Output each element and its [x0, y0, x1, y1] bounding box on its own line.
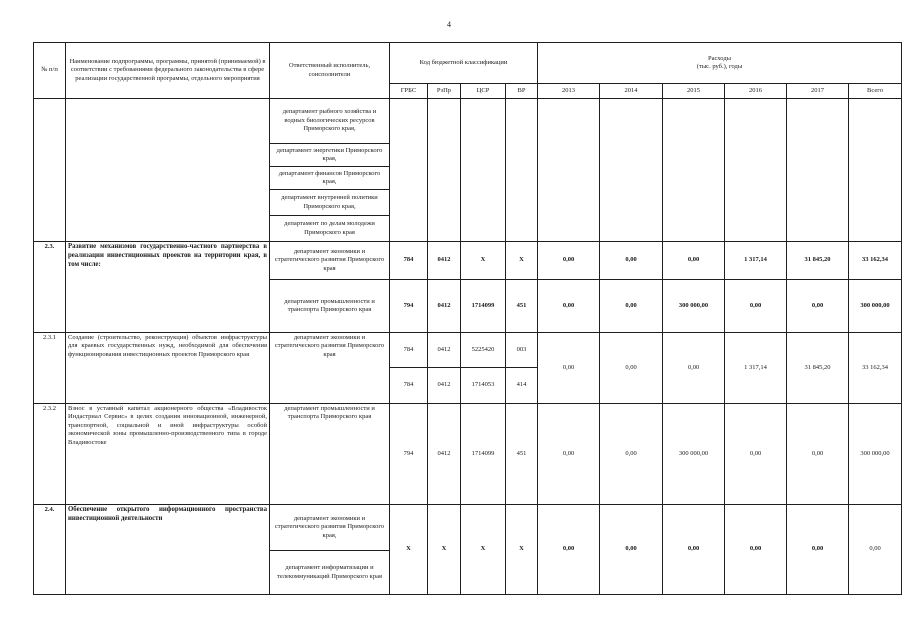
value-2014: 0,00: [600, 404, 663, 505]
header-code-vr: ВР: [506, 84, 538, 99]
value-2016: 1 317,14: [725, 242, 787, 280]
value-2014: 0,00: [600, 333, 663, 404]
cont-executor: департамент финансов Приморского края,: [270, 167, 390, 190]
value-2017: 0,00: [787, 404, 849, 505]
grbs-value: 794: [390, 280, 428, 333]
value-2016: 0,00: [725, 280, 787, 333]
value-2015: 0,00: [663, 242, 725, 280]
row-2-3-2-name: Взнос в уставный капитал акционерного общества «Владивосток Индастриал Сервис» в целях создания инновационной, инженерной, транспортной, социальной и иной инфраструктуры особой экономической зоны промышленно-производственного типа в городе Владивостоке: [66, 404, 270, 505]
row-2-3-1-executor: департамент экономики и стратегического развития Приморского края: [270, 333, 390, 404]
row-2-3-executor: департамент промышленности и транспорта Приморского края: [270, 280, 390, 333]
row-2-4-executor: департамент информатизации и телекоммуникаций Приморского края: [270, 551, 390, 595]
header-budget-code: Код бюджетной классификации: [390, 43, 538, 84]
row-2-3-2-num: 2.3.2: [34, 404, 66, 505]
vr-value: 003: [506, 333, 538, 368]
row-2-4-num: 2.4.: [34, 505, 66, 595]
value-2013: 0,00: [538, 404, 600, 505]
csr-value: X: [461, 242, 506, 280]
header-responsible: Ответственный исполнитель, соисполнители: [270, 43, 390, 99]
rzpr-value: 0412: [428, 280, 461, 333]
rzpr-value: 0412: [428, 333, 461, 368]
rzpr-value: 0412: [428, 242, 461, 280]
header-code-csr: ЦСР: [461, 84, 506, 99]
value-2015: 300 000,00: [663, 280, 725, 333]
value-2015: 0,00: [663, 333, 725, 404]
cont-num-cell: [34, 99, 66, 242]
value-2017: 0,00: [787, 505, 849, 595]
value-2014: 0,00: [600, 505, 663, 595]
value-2014: 0,00: [600, 280, 663, 333]
value-2015: 0,00: [663, 505, 725, 595]
value-total: 300 000,00: [849, 404, 902, 505]
row-2-4-executor: департамент экономики и стратегического развития Приморского края,: [270, 505, 390, 551]
csr-value: 1714099: [461, 404, 506, 505]
vr-value: 451: [506, 404, 538, 505]
value-2015: 300 000,00: [663, 404, 725, 505]
value-2013: 0,00: [538, 333, 600, 404]
rzpr-value: 0412: [428, 368, 461, 404]
cont-name-cell: [66, 99, 270, 242]
cont-executor: департамент энергетики Приморского края,: [270, 144, 390, 167]
rzpr-value: 0412: [428, 404, 461, 505]
header-year-2013: 2013: [538, 84, 600, 99]
value-2016: 1 317,14: [725, 333, 787, 404]
grbs-value: 794: [390, 404, 428, 505]
csr-value: 5225420: [461, 333, 506, 368]
row-2-3-2-executor: департамент промышленности и транспорта Приморского края: [270, 404, 390, 505]
rzpr-value: X: [428, 505, 461, 595]
page-number: 4: [447, 20, 451, 29]
header-year-2017: 2017: [787, 84, 849, 99]
vr-value: X: [506, 242, 538, 280]
vr-value: 414: [506, 368, 538, 404]
value-2017: 0,00: [787, 280, 849, 333]
header-code-grbs: ГРБС: [390, 84, 428, 99]
value-2016: 0,00: [725, 505, 787, 595]
row-2-3-num: 2.3.: [34, 242, 66, 333]
cont-executor: департамент по делам молодежи Приморского края: [270, 216, 390, 242]
value-total: 33 162,34: [849, 242, 902, 280]
value-2017: 31 845,20: [787, 242, 849, 280]
csr-value: X: [461, 505, 506, 595]
value-total: 300 000,00: [849, 280, 902, 333]
row-2-3-1-name: Создание (строительство, реконструкция) объектов инфраструктуры для краевых государственных нужд, необходимой для обеспечения функционирования инвестиционных проектов Приморского края: [66, 333, 270, 404]
csr-value: 1714099: [461, 280, 506, 333]
grbs-value: 784: [390, 242, 428, 280]
row-2-3-executor: департамент экономики и стратегического развития Приморского края: [270, 242, 390, 280]
value-2014: 0,00: [600, 242, 663, 280]
grbs-value: 784: [390, 333, 428, 368]
value-2013: 0,00: [538, 280, 600, 333]
cont-executor: департамент внутренней политики Приморского края,: [270, 190, 390, 216]
header-year-2015: 2015: [663, 84, 725, 99]
value-total: 0,00: [849, 505, 902, 595]
row-2-3-name: Развитие механизмов государственно-частного партнерства в реализации инвестиционных проектов на территории края, в том числе:: [66, 242, 270, 333]
value-2016: 0,00: [725, 404, 787, 505]
value-2017: 31 845,20: [787, 333, 849, 404]
value-2013: 0,00: [538, 505, 600, 595]
header-year-2016: 2016: [725, 84, 787, 99]
header-name: Наименование подпрограммы, программы, принятой (принимаемой) в соответствии с требованиями федерального законодательства в сфере реализации государственной программы, отдельного мероприятия: [66, 43, 270, 99]
vr-value: X: [506, 505, 538, 595]
header-code-rzpr: РзПр: [428, 84, 461, 99]
header-year-total: Всего: [849, 84, 902, 99]
header-year-2014: 2014: [600, 84, 663, 99]
header-expenses: Расходы (тыс. руб.), годы: [538, 43, 902, 84]
budget-table: [33, 42, 902, 595]
grbs-value: 784: [390, 368, 428, 404]
cont-executor: департамент рыбного хозяйства и водных биологических ресурсов Приморского края,: [270, 99, 390, 144]
value-2013: 0,00: [538, 242, 600, 280]
grbs-value: X: [390, 505, 428, 595]
row-2-3-1-num: 2.3.1: [34, 333, 66, 404]
value-total: 33 162,34: [849, 333, 902, 404]
header-num: № п/п: [34, 43, 66, 99]
vr-value: 451: [506, 280, 538, 333]
row-2-4-name: Обеспечение открытого информационного пространства инвестиционной деятельности: [66, 505, 270, 595]
csr-value: 1714053: [461, 368, 506, 404]
